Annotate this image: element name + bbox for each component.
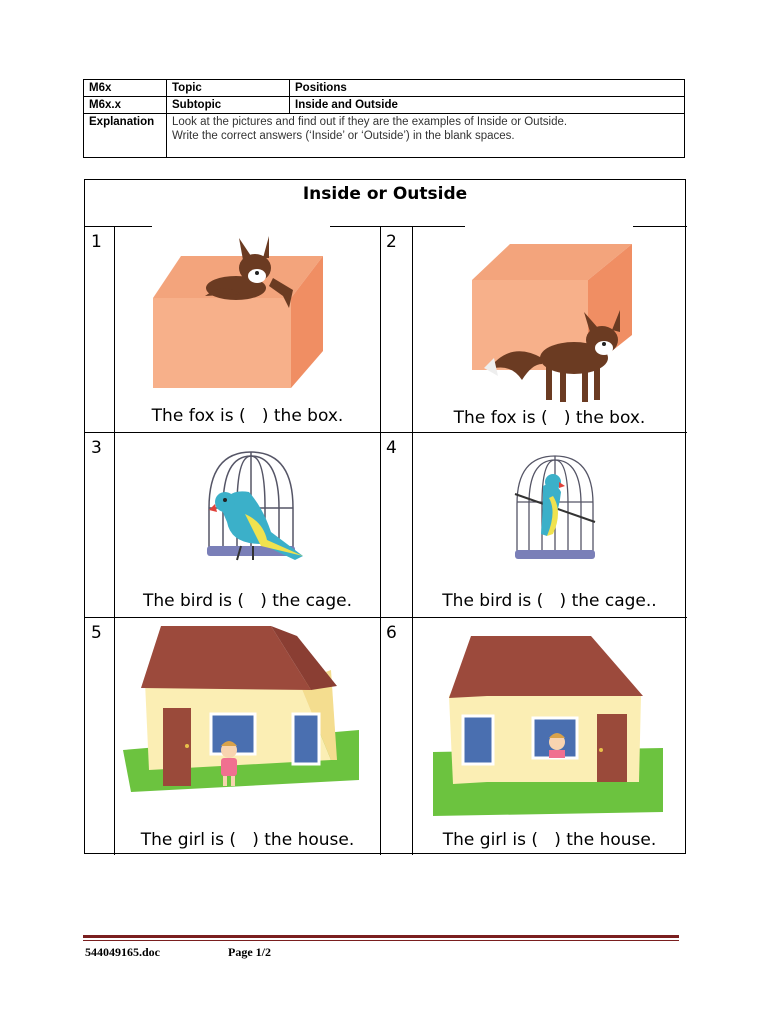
divider [412, 226, 413, 855]
footer-rule [83, 935, 679, 938]
value-cell: Inside and Outside [290, 97, 685, 114]
divider [330, 226, 465, 227]
divider [633, 226, 687, 227]
code-cell: M6x.x [84, 97, 167, 114]
item-caption: The girl is ( ) the house. [140, 830, 355, 850]
fox-in-box-picture [151, 226, 326, 391]
footer-rule [83, 940, 679, 941]
divider [85, 226, 152, 227]
item-number: 4 [386, 438, 397, 458]
explanation-text [167, 114, 685, 158]
item-caption: The girl is ( ) the house. [442, 830, 657, 850]
item-caption: The bird is ( ) the cage.. [442, 591, 657, 611]
item-number: 1 [91, 232, 102, 252]
table-row [84, 80, 685, 97]
bird-inside-cage-picture [511, 452, 611, 570]
key-cell: Topic [167, 80, 290, 97]
table-row [84, 114, 685, 158]
divider [114, 226, 115, 855]
value-cell: Positions [290, 80, 685, 97]
item-number: 3 [91, 438, 102, 458]
explanation-line: Look at the pictures and find out if they are the examples of Inside or Outside. [172, 116, 568, 128]
header-table [83, 79, 685, 158]
bird-outside-cage-picture [201, 448, 341, 588]
divider [85, 617, 687, 618]
table-row [84, 97, 685, 114]
worksheet-title: Inside or Outside [302, 184, 468, 204]
item-caption: The fox is ( ) the box. [453, 408, 646, 428]
code-cell: M6x [84, 80, 167, 97]
footer-filename: 544049165.doc [85, 945, 160, 959]
divider [380, 226, 381, 855]
item-number: 5 [91, 623, 102, 643]
item-number: 6 [386, 623, 397, 643]
girl-inside-house-picture [431, 632, 665, 818]
explanation-label: Explanation [84, 114, 167, 158]
item-number: 2 [386, 232, 397, 252]
key-cell: Subtopic [167, 97, 290, 114]
item-caption: The fox is ( ) the box. [151, 406, 344, 426]
divider [85, 432, 687, 433]
explanation-line: Write the correct answers (‘Inside’ or ‘Outside’) in the blank spaces. [172, 130, 515, 142]
worksheet [84, 179, 686, 854]
girl-outside-house-picture [121, 620, 361, 810]
footer-page-number: Page 1/2 [228, 945, 271, 959]
item-caption: The bird is ( ) the cage. [142, 591, 352, 611]
fox-outside-box-picture [470, 240, 640, 410]
